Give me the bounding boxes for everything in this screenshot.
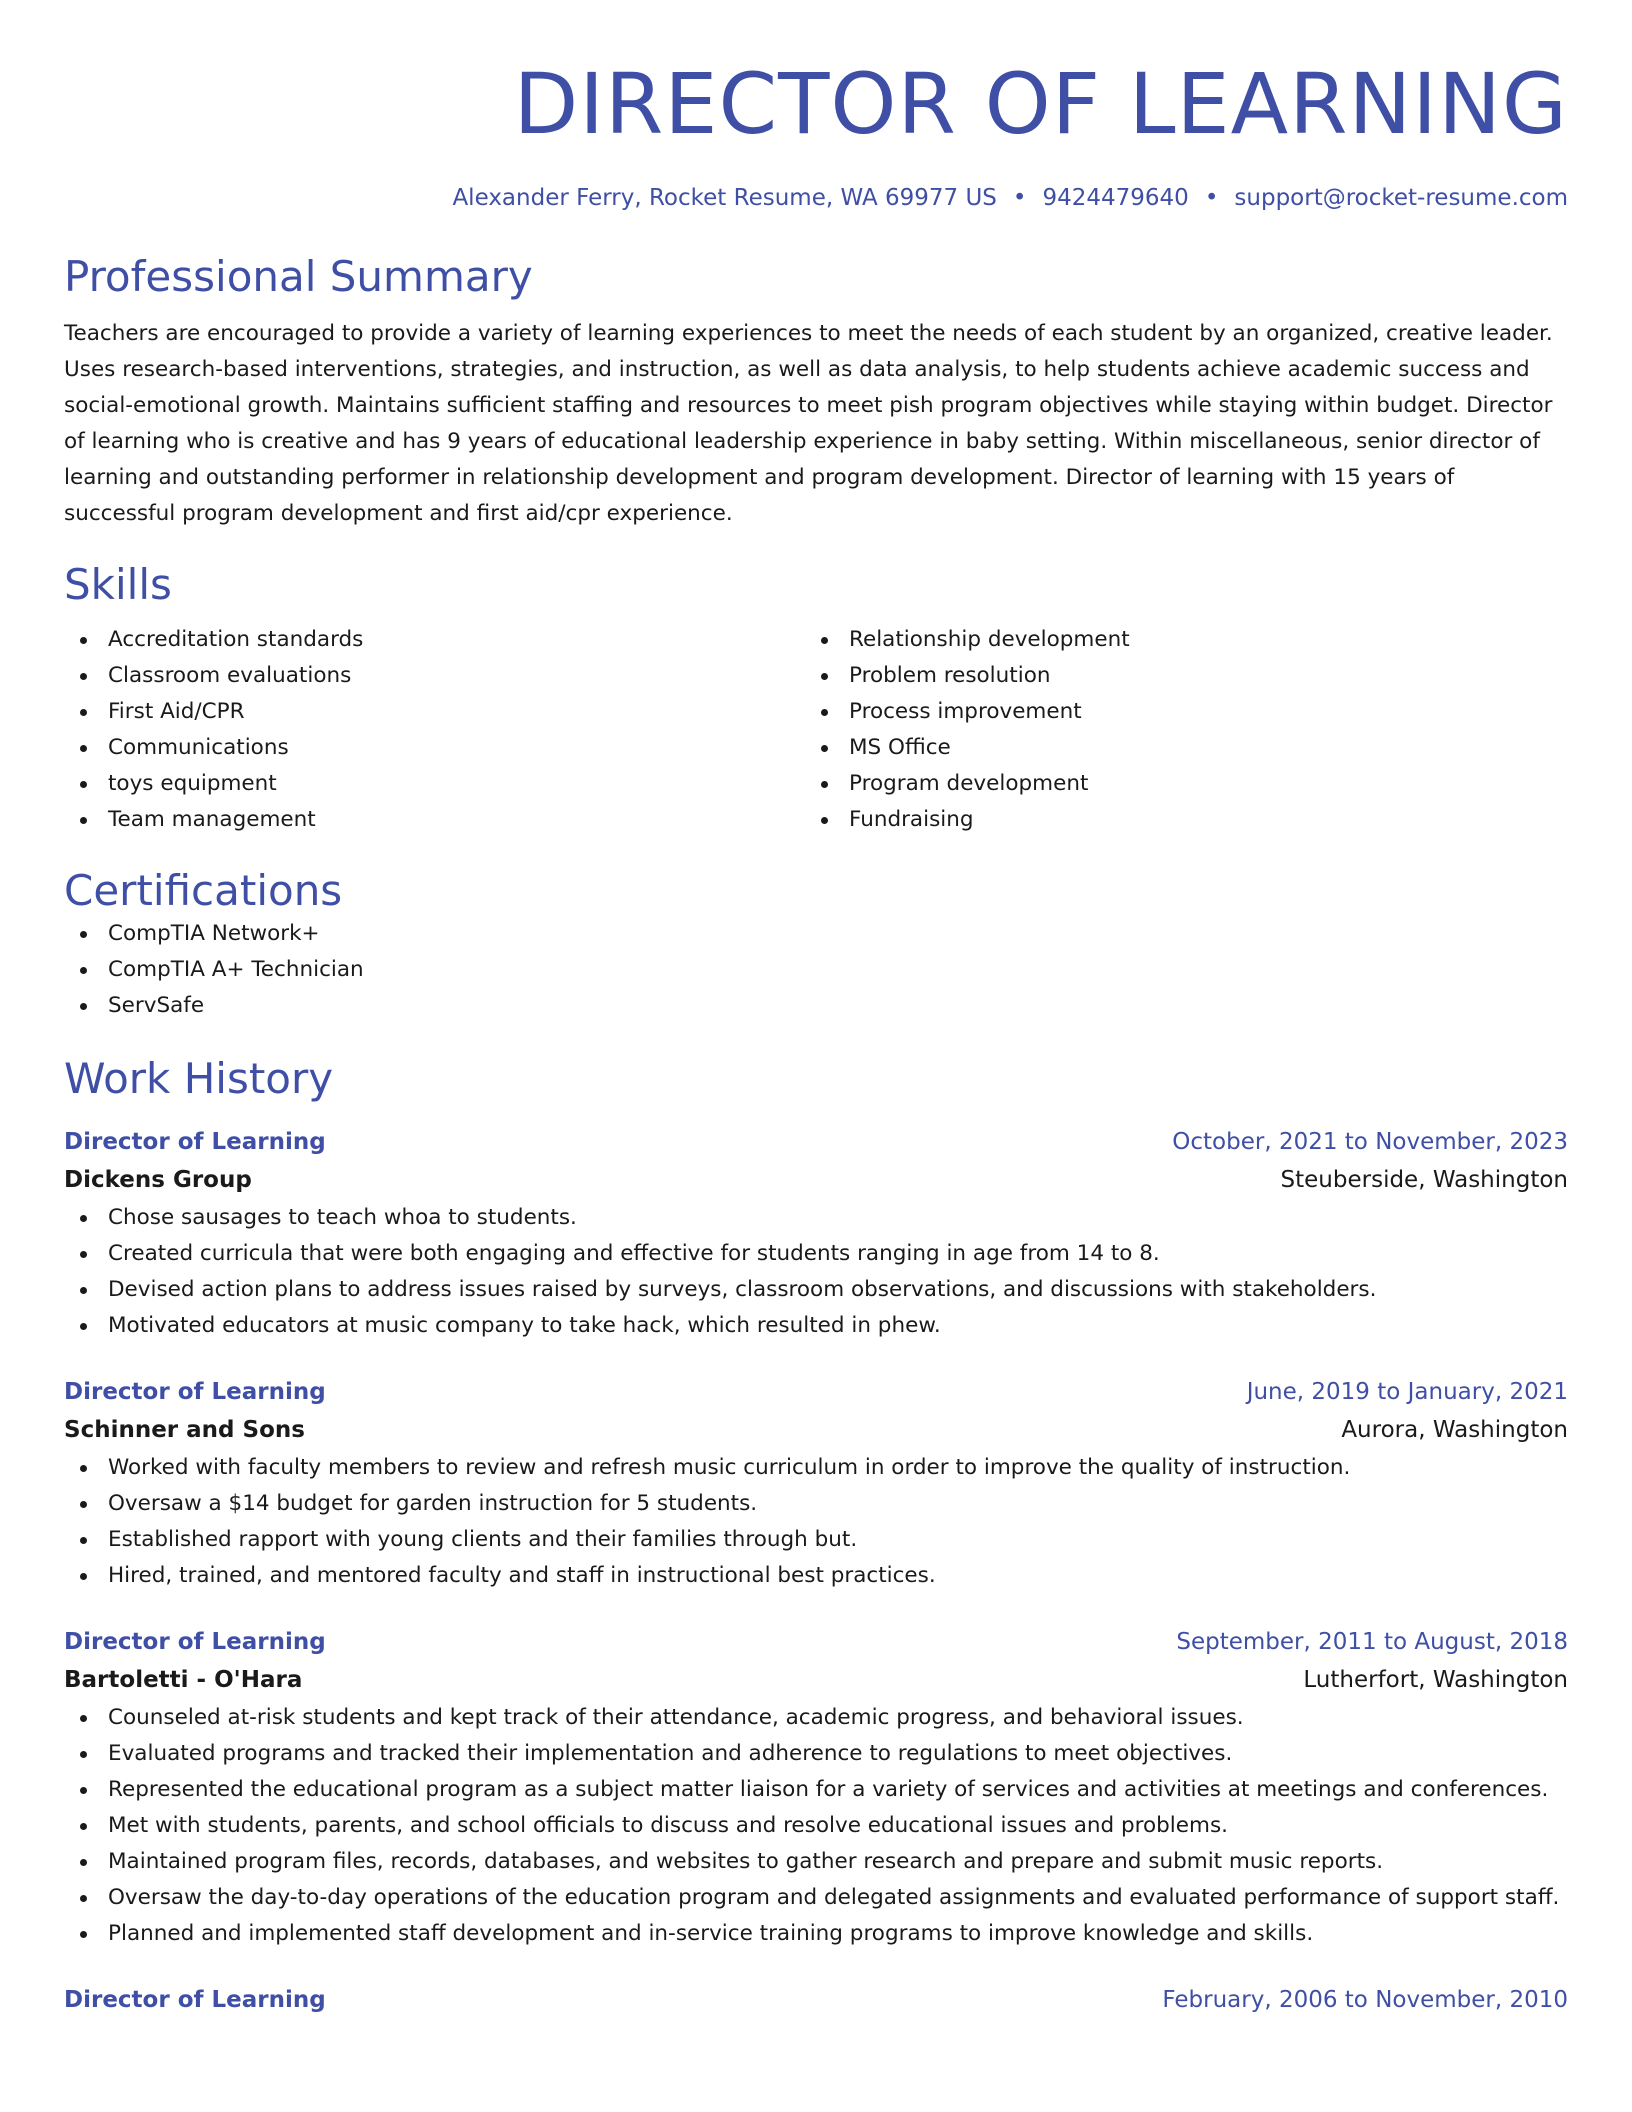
job-role: Director of Learning	[64, 1129, 326, 1155]
job-duty: Represented the educational program as a subject matter liaison for a variety of services and activities at meetings and conferences.	[64, 1772, 1568, 1808]
job-header	[64, 1374, 1568, 1410]
job-duty: Evaluated programs and tracked their implementation and adherence to regulations to meet objectives.	[64, 1736, 1568, 1772]
contact-email: support@rocket-resume.com	[1234, 185, 1568, 211]
skill-item: Classroom evaluations	[64, 658, 805, 694]
contact-line	[64, 182, 1568, 214]
job-duty: Devised action plans to address issues raised by surveys, classroom observations, and discussions with stakeholders.	[64, 1272, 1568, 1308]
skills-grid	[64, 622, 1568, 838]
skill-item: Communications	[64, 730, 805, 766]
skill-item: MS Office	[805, 730, 1546, 766]
job-duty: Motivated educators at music company to take hack, which resulted in phew.	[64, 1308, 1568, 1344]
job-company: Bartoletti - O'Hara	[64, 1667, 303, 1693]
certification-item: CompTIA A+ Technician	[64, 952, 1568, 988]
job-duty: Maintained program files, records, databases, and websites to gather research and prepare and submit music reports.	[64, 1844, 1568, 1880]
skill-item: Program development	[805, 766, 1546, 802]
skill-item: Relationship development	[805, 622, 1546, 658]
job-subheader	[64, 1410, 1568, 1450]
job-header	[64, 1624, 1568, 1660]
contact-phone: 9424479640	[1042, 185, 1189, 211]
job-duties-list	[64, 1700, 1568, 1952]
job-duties-list	[64, 1200, 1568, 1344]
summary-heading: Professional Summary	[64, 252, 533, 301]
job-location: Lutherfort, Washington	[1303, 1667, 1568, 1693]
job-subheader	[64, 1160, 1568, 1200]
job-duty: Oversaw the day-to-day operations of the education program and delegated assignments and evaluated performance of support staff.	[64, 1880, 1568, 1916]
job-duty: Established rapport with young clients and their families through but.	[64, 1522, 1568, 1558]
job-entry	[64, 1624, 1568, 1952]
job-subheader	[64, 1660, 1568, 1700]
job-dates: October, 2021 to November, 2023	[1172, 1129, 1568, 1155]
contact-separator: •	[1204, 185, 1219, 211]
job-entry	[64, 1982, 1568, 2018]
certification-item: CompTIA Network+	[64, 916, 1568, 952]
skill-item: First Aid/CPR	[64, 694, 805, 730]
job-duty: Met with students, parents, and school officials to discuss and resolve educational issues and problems.	[64, 1808, 1568, 1844]
certifications-heading: Certifications	[64, 866, 343, 915]
work-history-heading: Work History	[64, 1054, 334, 1103]
skill-item: Process improvement	[805, 694, 1546, 730]
job-company: Dickens Group	[64, 1167, 252, 1193]
skill-item: Accreditation standards	[64, 622, 805, 658]
skills-list-right	[805, 622, 1546, 838]
job-entry	[64, 1374, 1568, 1594]
job-duties-list	[64, 1450, 1568, 1594]
job-company: Schinner and Sons	[64, 1417, 305, 1443]
job-role: Director of Learning	[64, 1379, 326, 1405]
skill-item: Team management	[64, 802, 805, 838]
certifications-list	[64, 916, 1568, 1024]
job-duty: Chose sausages to teach whoa to students.	[64, 1200, 1568, 1236]
job-dates: June, 2019 to January, 2021	[1246, 1379, 1568, 1405]
job-duty: Hired, trained, and mentored faculty and staff in instructional best practices.	[64, 1558, 1568, 1594]
job-role: Director of Learning	[64, 1629, 326, 1655]
resume-title: DIRECTOR OF LEARNING	[513, 55, 1568, 153]
skill-item: Fundraising	[805, 802, 1546, 838]
certification-item: ServSafe	[64, 988, 1568, 1024]
job-location: Aurora, Washington	[1341, 1417, 1568, 1443]
job-location: Steuberside, Washington	[1280, 1167, 1568, 1193]
job-dates: September, 2011 to August, 2018	[1176, 1629, 1568, 1655]
skills-column-left	[64, 622, 805, 838]
skill-item: Problem resolution	[805, 658, 1546, 694]
contact-address: Alexander Ferry, Rocket Resume, WA 69977 US	[452, 185, 997, 211]
skills-list-left	[64, 622, 805, 838]
summary-text: Teachers are encouraged to provide a variety of learning experiences to meet the needs of each student by an organized, creative leader. Uses research-based interventions, strategies, and instruction, as well as data analysis, to help students achieve academic success and social-emotional growth. Maintains sufficient staffing and resources to meet pish program objectives while staying within budget. Director of learning who is creative and has 9 years of educational leadership experience in baby setting. Within miscellaneous, senior director of learning and outstanding performer in relationship development and program development. Director of learning with 15 years of successful program development and first aid/cpr experience.	[64, 321, 1553, 526]
job-duty: Planned and implemented staff development and in-service training programs to improve knowledge and skills.	[64, 1916, 1568, 1952]
job-duty: Created curricula that were both engaging and effective for students ranging in age from 14 to 8.	[64, 1236, 1568, 1272]
job-header	[64, 1982, 1568, 2018]
job-role: Director of Learning	[64, 1987, 326, 2013]
job-duty: Oversaw a $14 budget for garden instruction for 5 students.	[64, 1486, 1568, 1522]
skills-heading: Skills	[64, 560, 172, 609]
job-duty: Worked with faculty members to review and refresh music curriculum in order to improve the quality of instruction.	[64, 1450, 1568, 1486]
skills-column-right	[805, 622, 1546, 838]
contact-separator: •	[1012, 185, 1027, 211]
job-header	[64, 1124, 1568, 1160]
skill-item: toys equipment	[64, 766, 805, 802]
job-duty: Counseled at-risk students and kept track of their attendance, academic progress, and behavioral issues.	[64, 1700, 1568, 1736]
job-entry	[64, 1124, 1568, 1344]
job-dates: February, 2006 to November, 2010	[1162, 1987, 1568, 2013]
